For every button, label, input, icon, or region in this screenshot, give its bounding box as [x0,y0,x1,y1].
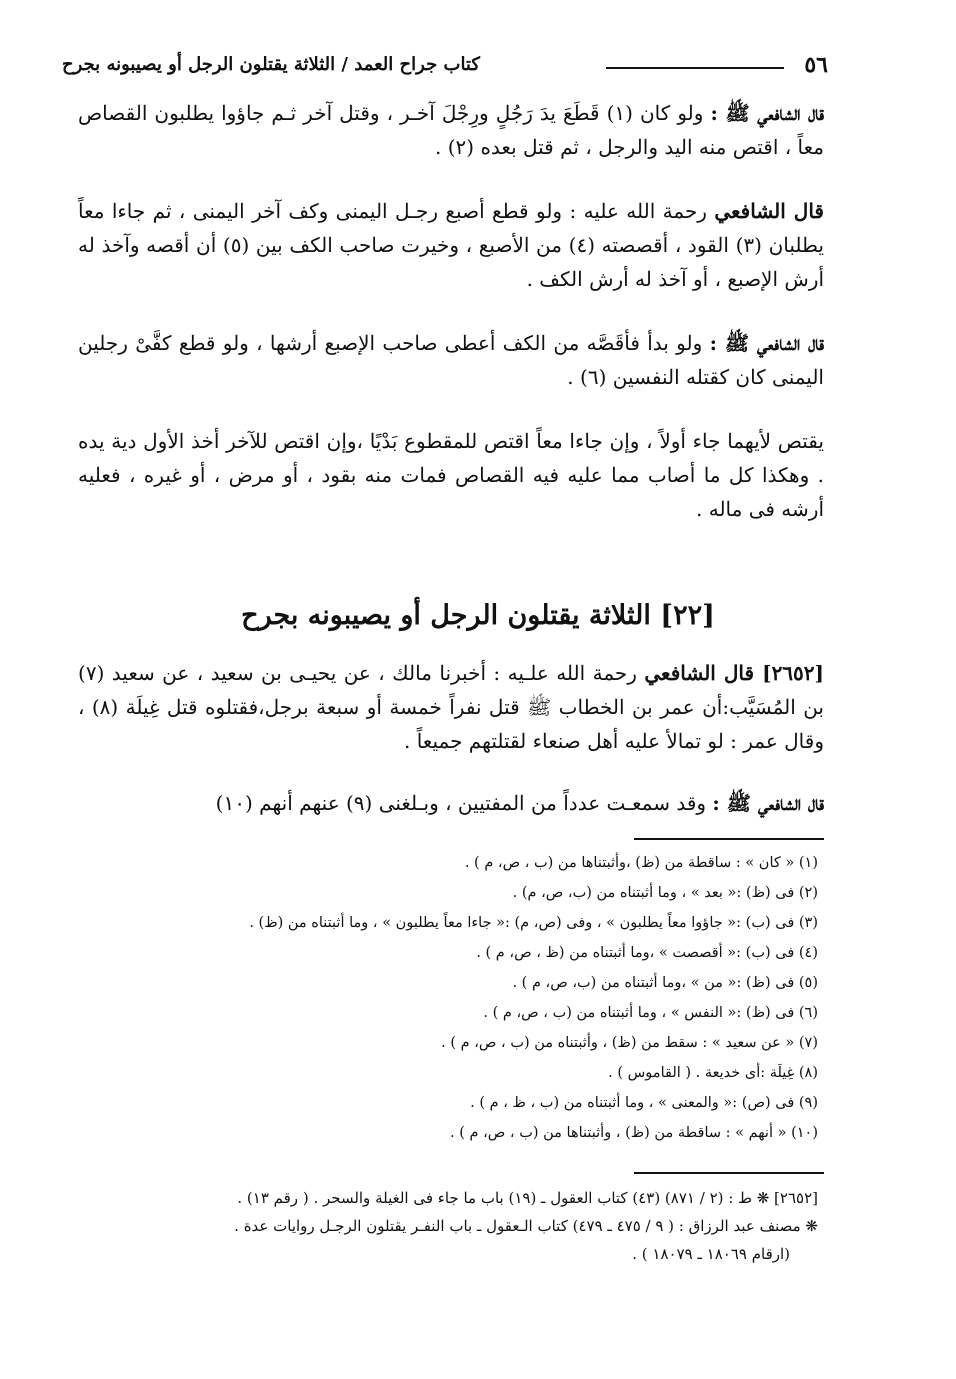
footnote: (٦) فى (ظ) :« النفس » ، وما أثبتناه من (ب ، ص، م ) . [483,1005,818,1021]
paragraph [78,326,824,394]
paragraph-text: ولو كان (١) قَطَعَ يدَ رَجُلٍ ورِجْلَ آخـر ، وقتل آخر ثـم جاؤوا يطلبون القصاص معاً ، اقتص منه اليد والرجل ، ثم قتل بعده (٢) . [78,101,824,159]
paragraph-text: وقد سمعـت عدداً من المفتيين ، وبـلغنى (٩) عنهم أنهم (١٠) [215,791,707,815]
footnote: (٥) فى (ظ) :« من » ،وما أثبتناه من (ب، ص، م ) . [512,975,818,991]
paragraph-lead: قال الشافعي ﷺ : [709,331,824,355]
running-title: كتاب جراح العمد / الثلاثة يقتلون الرجل أو يصيبونه بجرح [62,54,480,75]
footnote: (١) « كان » : ساقطة من (ظ) ،وأثبتناها من (ب ، ص، م ) . [464,855,818,871]
source-reference: ❋ مصنف عبد الرزاق : ( ٩ / ٤٧٥ ـ ٤٧٩) كتاب الـعقول ـ باب النفـر يقتلون الرجـل روايات عدة . [234,1217,818,1235]
footnote: (٧) « عن سعيد » : سقط من (ظ) ، وأثبتناه من (ب ، ص، م ) . [441,1035,818,1051]
source-reference: (ارقام ١٨٠٦٩ ـ ١٨٠٧٩ ) . [632,1245,790,1263]
paragraph-text: ولو بدأ فأقَصَّه من الكف أعطى صاحب الإصبع أرشها ، ولو قطع كفَّىْ رجلين اليمنى كان كقتله النفسين (٦) . [78,331,824,389]
source-reference: [٢٦٥٢] ❋ ط : (٢ / ٨٧١) (٤٣) كتاب العقول ـ (١٩) باب ما جاء فى الغيلة والسحر . ( رقم ١٣) . [237,1189,818,1207]
section-title: [٢٢] الثلاثة يقتلون الرجل أو يصيبونه بجرح [241,600,715,631]
section-paragraph [78,656,824,758]
paragraph [78,194,824,296]
paragraph-lead: قال الشافعي [714,199,824,223]
footnote: (٨) غِيلَة :أى خديعة . ( القاموس ) . [608,1065,818,1081]
page-header [62,48,828,84]
paragraph-text: رحمة الله علـيه : أخبرنا مالك ، عن يحيـى بن سعيد ، عن سعيد (٧) بن المُسَيَّب:أن عمر بن الخطاب ﷺ قتل نفراً خمسة أو سبعة برجل،فقتلوه قتل غِيلَة (٨) ، وقال عمر : لو تمالأ عليه أهل صنعاء لقتلتهم جميعاً . [78,661,824,753]
paragraph-text: رحمة الله عليه : ولو قطع أصبع رجـل اليمنى وكف آخر اليمنى ، ثم جاءا معاً يطلبان (٣) القود ، أقصصته (٤) من الأصبع ، وخيرت صاحب الكف بين (٥) أن أقصه وآخذ له أرش الإصبع ، أو آخذ له أرش الكف . [78,199,824,291]
paragraph-lead: [٢٦٥٢] قال الشافعي [644,661,824,685]
footnote-rule [634,838,824,840]
paragraph [78,96,824,164]
header-rule [606,67,784,69]
paragraph-lead: قال الشافعي ﷺ : [712,791,824,815]
footnote: (٣) فى (ب) :« جاؤوا معاً يطلبون » ، وفى (ص، م) :« جاءا معاً يطلبون » ، وما أثبتناه من (ظ) . [249,915,818,931]
page-number: ٥٦ [804,52,828,78]
source-references [82,1184,818,1268]
footnotes [90,848,818,1148]
footnote: (٩) فى (ص) :« والمعنى » ، وما أثبتناه من (ب ، ظ ، م ) . [470,1095,818,1111]
paragraph-text: يقتص لأيهما جاء أولاً ، وإن جاءا معاً اقتص للمقطوع بَدْيًا ،وإن اقتص للآخر أخذ الأول دية يده . وهكذا كل ما أصاب مما عليه فيه القصاص فمات منه بقود ، أو مرض ، أو غيره ، فعليه أرشه فى ماله . [78,429,824,521]
sources-rule [634,1172,824,1174]
section-paragraph [78,786,824,820]
footnote: (٤) فى (ب) :« أقصصت » ،وما أثبتناه من (ظ ، ص، م ) . [476,945,818,961]
footnote: (١٠) « أنهم » : ساقطة من (ظ) ، وأثبتناها من (ب ، ص، م ) . [450,1125,818,1141]
footnote: (٢) فى (ظ) :« بعد » ، وما أثبتناه من (ب، ص، م) . [512,885,818,901]
paragraph [78,424,824,526]
paragraph-lead: قال الشافعي ﷺ : [710,101,825,125]
